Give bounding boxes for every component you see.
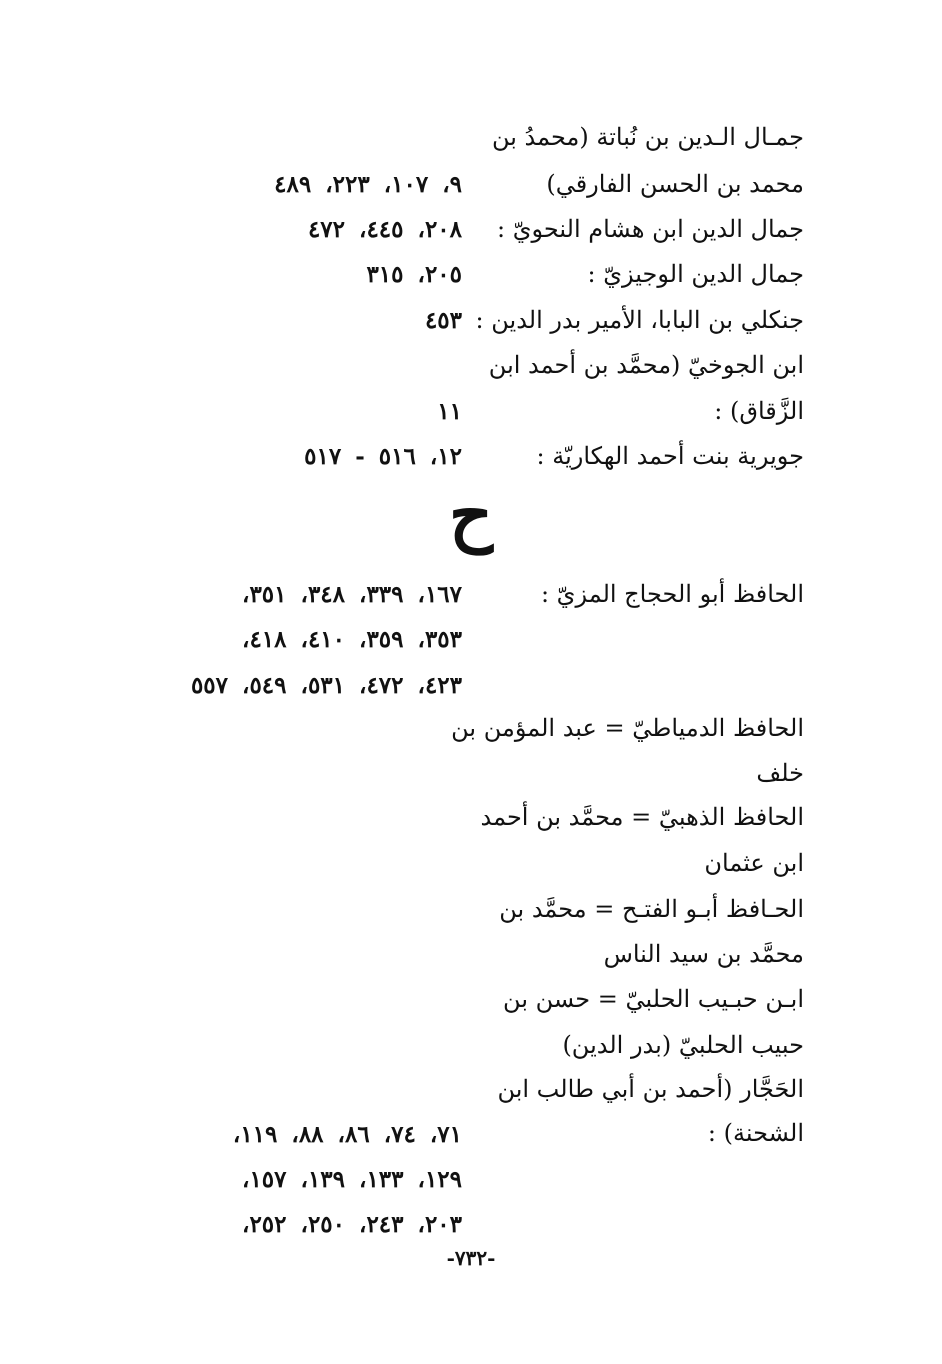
index-entry-name: جنكلي بن البابا، الأمير بدر الدين : — [475, 306, 804, 334]
index-entry-pages: ٢٠٥، ٣١٥ — [366, 261, 462, 288]
page-number: -٧٣٢- — [446, 1246, 496, 1270]
index-entry-name: الحافظ الذهبيّ = محمَّد بن أحمد — [480, 803, 804, 831]
section-letter-heading: ح — [449, 475, 493, 555]
index-entry-name: محمد بن الحسن الفارقي) — [546, 170, 804, 198]
index-entry-pages: ٢٠٨، ٤٤٥، ٤٧٢ — [307, 216, 462, 243]
index-entry-name: خلف — [756, 759, 804, 787]
index-entry-pages: ٤٥٣ — [424, 307, 462, 334]
index-entry-name: ابن عثمان — [704, 849, 804, 877]
index-entry-name: ابـن حبـيب الحلبيّ = حسن بن — [503, 985, 804, 1013]
index-entry-name: الحَجَّار (أحمد بن أبي طالب ابن — [497, 1075, 804, 1103]
index-entry-name: جمـال الـدين بن نُباتة (محمدُ بن — [491, 123, 804, 151]
index-entry-name: ابن الجوخيّ (محمَّد بن أحمد ابن — [488, 351, 804, 379]
index-entry-pages: ١١ — [437, 398, 462, 425]
index-entry-pages: ١٢، ٥١٦ - ٥١٧ — [304, 443, 462, 470]
index-entry-name: الحافظ أبو الحجاج المزيّ : — [540, 580, 804, 608]
index-entry-pages: ١٦٧، ٣٣٩، ٣٤٨، ٣٥١، — [242, 581, 462, 608]
index-entry-pages: ٩، ١٠٧، ٢٢٣، ٤٨٩ — [274, 171, 462, 198]
index-entry-pages: ١٢٩، ١٣٣، ١٣٩، ١٥٧، — [242, 1166, 462, 1193]
index-entry-name: جمال الدين الوجيزيّ : — [587, 260, 804, 288]
index-entry-name: محمَّد بن سيد الناس — [603, 940, 804, 968]
index-entry-name: الزَّقاق) : — [714, 397, 804, 425]
index-entry-name: جويرية بنت أحمد الهكاريّة : — [536, 442, 804, 470]
index-entry-name: الحـافظ أبـو الفتـح = محمَّد بن — [499, 895, 804, 923]
index-entry-pages: ٧١، ٧٤، ٨٦، ٨٨، ١١٩، — [232, 1121, 462, 1148]
index-entry-name: الحافظ الدمياطيّ = عبد المؤمن بن — [451, 714, 804, 742]
index-entry-pages: ٤٢٣، ٤٧٢، ٥٣١، ٥٤٩، ٥٥٧ — [190, 672, 462, 699]
index-entry-name: الشحنة) : — [707, 1119, 804, 1147]
index-entry-name: حبيب الحلبيّ (بدر الدين) — [562, 1031, 804, 1059]
index-entry-pages: ٢٠٣، ٢٤٣، ٢٥٠، ٢٥٢، — [242, 1211, 462, 1238]
index-entry-name: جمال الدين ابن هشام النحويّ : — [497, 215, 804, 243]
index-entry-pages: ٣٥٣، ٣٥٩، ٤١٠، ٤١٨، — [242, 626, 462, 653]
